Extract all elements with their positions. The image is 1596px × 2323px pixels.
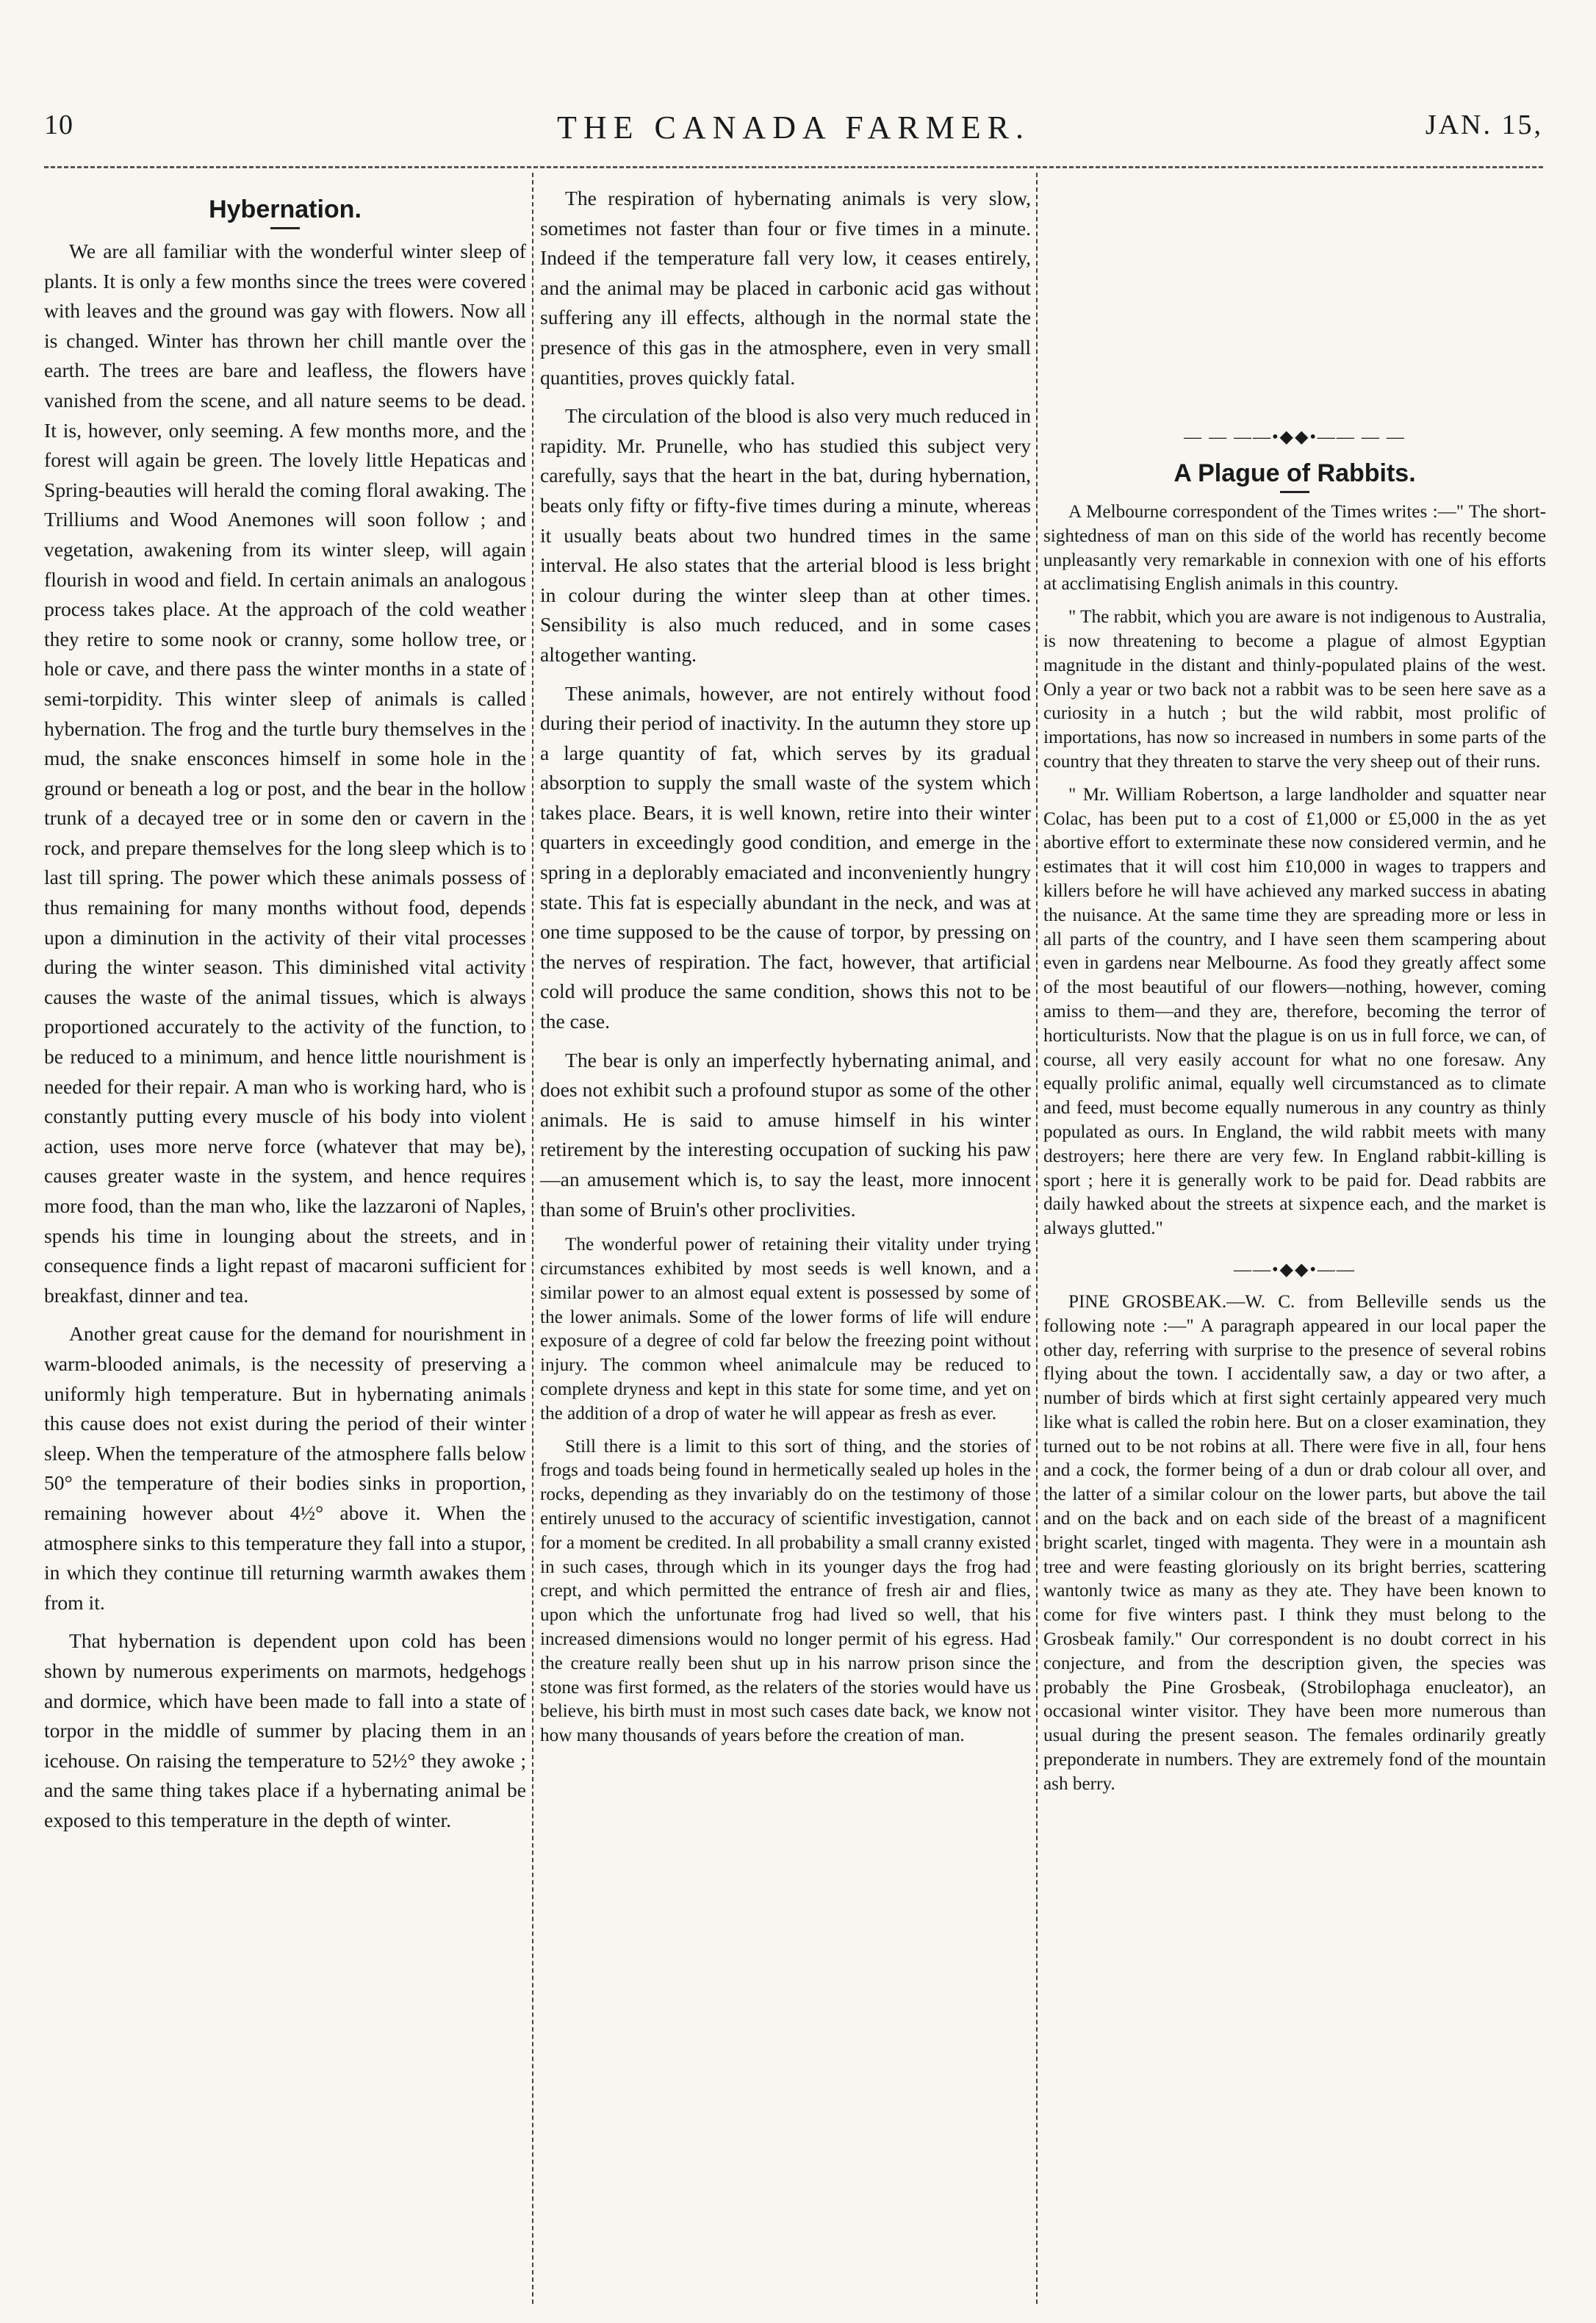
section-ornament: — — ——•◆◆•—— — — bbox=[1184, 428, 1406, 447]
article-paragraph: These animals, however, are not entirely without food during their period of inactivity. In the autumn they store up a large quantity of fat, which serves by its gradual absorption to supply the small waste of the system which takes place. Bears, it is well known, retire into their winter quarters in exceedingly good condition, and emerge in the spring in a deplorably emaciated and inconveniently hungry state. This fat is especially abundant in the neck, and was at one time supposed to be the cause of torpor, by pressing on the nerves of respiration. The fact, however, that artificial cold will produce the same condition, shows this not to be the case. bbox=[540, 681, 1031, 1033]
masthead bbox=[44, 109, 1543, 162]
article-title: Hybernation. bbox=[209, 195, 362, 223]
column-divider bbox=[532, 173, 533, 2304]
article-title: A Plague of Rabbits. bbox=[1173, 459, 1416, 487]
article-paragraph: PINE GROSBEAK.—W. C. from Belleville sends us the following note :—" A paragraph appeared in our local paper the other day, referring with surprise to the presence of several robins flying about the town. I accidentally saw, a day or two after, a number of birds which at first sight certainly appeared very much like what is called the robin here. But on a closer examination, they turned out to be not robins at all. There were five in all, four hens and a cock, the former being of a dun or drab colour all over, and the latter of a similar colour on the lower parts, but above the tail and on the back and on each side of the breast of a magnificent bright scarlet, tinged with magenta. They were in a mountain ash tree and were feasting gloriously on its bright berries, scattering wantonly twice as many as they ate. They have been known to come for five winters past. I think they must belong to the Grosbeak family." Our correspondent is no doubt correct in his conjecture, and from the description given, the species was probably the Pine Grosbeak, (Strobilophaga enucleator), an occasional winter visitor. They have been more numerous than usual during the present season. The females ordinarily greatly preponderate in numbers. They are extremely fond of the mountain ash berry. bbox=[1043, 1291, 1546, 1794]
title-rule bbox=[1280, 491, 1309, 493]
section-ornament: ——•◆◆•—— bbox=[1234, 1260, 1356, 1279]
article-paragraph: A Melbourne correspondent of the Times writes :—" The short-sightedness of man on this side of the world has recently become unpleasantly very remarkable in connexion with one of his efforts at acclimatising English animals in this country. bbox=[1043, 502, 1546, 595]
article-paragraph: That hybernation is dependent upon cold has been shown by numerous experiments on marmots, hedgehogs and dormice, which have been made to fall into a state of torpor in the middle of summer by placing them in an icehouse. On raising the temperature to 52½° they awoke ; and the same thing takes place if a hybernating animal be exposed to this temperature in the depth of winter. bbox=[44, 1629, 526, 1831]
article-paragraph: " Mr. William Robertson, a large landholder and squatter near Colac, has been put to a cost of £1,000 or £5,000 in the as yet abortive effort to exterminate these now considered vermin, and he estimates that it will cost him £10,000 in wages to trappers and killers before he will have achieved any marked success in abating the nuisance. At the same time they are spreading more or less in all parts of the country, and I have seen them scampering about even in gardens near Melbourne. As food they greatly affect some of the most beautiful of our flowers—nothing, however, coming amiss to them—and they are, therefore, becoming the terror of horticulturists. Now that the plague is on us in full force, we can, of course, all very easily account for what no one foresaw. Any equally prolific animal, equally well circumstanced as to climate and feed, must become equally numerous in any country as thinly populated as ours. In England, the wild rabbit meets with many destroyers; here there are very few. In England rabbit-killing is sport ; here it is generally work to be paid for. Dead rabbits are daily hawked about the streets at sixpence each, and the market is always glutted." bbox=[1043, 784, 1546, 1239]
header-rule bbox=[44, 166, 1543, 168]
article-paragraph: The respiration of hybernating animals is very slow, sometimes not faster than four or five times in a minute. Indeed if the temperature fall very low, it ceases entirely, and the animal may be placed in carbonic acid gas without suffering any ill effects, although in the normal state the presence of this gas in the atmosphere, even in very small quantities, proves quickly fatal. bbox=[540, 187, 1031, 389]
issue-date: JAN. 15, bbox=[1425, 109, 1543, 140]
article-paragraph: Another great cause for the demand for nourishment in warm-blooded animals, is the necessity of preserving a uniformly high temperature. But in hybernating animals this cause does not exist during the period of their winter sleep. When the temperature of the atmosphere falls below 50° the temperature of their bodies sinks in proportion, remaining however about 4½° above it. When the atmosphere sinks to this temperature they fall into a stupor, in which they continue till returning warmth awakes them from it. bbox=[44, 1322, 526, 1614]
page-number: 10 bbox=[44, 109, 73, 140]
column-divider bbox=[1036, 173, 1038, 2304]
title-rule bbox=[270, 227, 300, 229]
article-paragraph: The circulation of the blood is also very much reduced in rapidity. Mr. Prunelle, who has studied this subject very carefully, says that the heart in the bat, during hybernation, beats only fifty or fifty-five times during a minute, whereas it usually beats about two hundred times in the same interval. He also states that the arterial blood is less bright in colour during the winter sleep than at other times. Sensibility is also much reduced, and in some cases altogether wanting. bbox=[540, 404, 1031, 666]
article-paragraph: The wonderful power of retaining their vitality under trying circumstances exhibited by most seeds is well known, and a similar power to an almost equal extent is possessed by some of the lower animals. Some of the lower forms of life will endure exposure of a degree of cold far below the freezing point without injury. The common wheel animalcule may be reduced to complete dryness and kept in this state for some time, and yet on the addition of a drop of water he will appear as fresh as ever. bbox=[540, 1235, 1031, 1423]
article-paragraph: " The rabbit, which you are aware is not indigenous to Australia, is now threatening to become a plague of almost Egyptian magnitude in the distant and thinly-populated plains of the west. Only a year or two back not a rabbit was to be seen here save as a curiosity in a hutch ; but the wild rabbit, most prolific of importations, has now so increased in numbers in some parts of the country that they threaten to starve the very sheep out of their runs. bbox=[1043, 607, 1546, 772]
article-paragraph: Still there is a limit to this sort of thing, and the stories of frogs and toads being found in hermetically sealed up holes in the rocks, depending as they invariably do on the testimony of those entirely unused to the accuracy of scientific investigation, cannot for a moment be credited. In all probability a small cranny existed in such cases, through which in its younger days the frog had crept, and which permitted the entrance of fresh air and flies, upon which the unfortunate frog had lived so well, that his increased dimensions would no longer permit of his egress. Had the creature really been shut up in his narrow prison since the stone was first formed, as the relaters of the stories would have us believe, his birth must in most such cases date back, we know not how many thousands of years before the creation of man. bbox=[540, 1436, 1031, 1746]
article-paragraph: We are all familiar with the wonderful winter sleep of plants. It is only a few months since the trees were covered with leaves and the ground was gay with flowers. Now all is changed. Winter has thrown her chill mantle over the earth. The trees are bare and leafless, the flowers have vanished from the scene, and all nature seems to be dead. It is, however, only seeming. A few months more, and the forest will again be green. The lovely little Hepaticas and Spring-beauties will herald the coming floral awaking. The Trilliums and Wood Anemones will soon follow ; and vegetation, awakening from its winter sleep, will again flourish in wood and field. In certain animals an analogous process takes place. At the approach of the cold weather they retire to some nook or cranny, some hollow tree, or hole or cave, and there pass the winter months in a state of semi-torpidity. This winter sleep of animals is called hybernation. The frog and the turtle bury themselves in the mud, the snake ensconces himself in some hole in the ground or beneath a log or post, and the bear in the hollow trunk of a decayed tree or in some den or cavern in the rock, and prepare themselves for the long sleep which is to last till spring. The power which these animals possess of thus remaining for many months without food, depends upon a diminution in the activity of their vital processes during the winter season. This diminished vital activity causes the waste of the animal tissues, which is always proportioned accurately to the activity of the function, to be reduced to a minimum, and hence little nourishment is needed for their repair. A man who is working hard, who is constantly putting every muscle of his body into violent action, uses more nerve force (whatever that may be), causes greater waste in the system, and hence requires more food, than the man who, like the lazzaroni of Naples, spends his time in lounging about the streets, and in consequence finds a light repast of macaroni sufficient for breakfast, dinner and tea. bbox=[44, 240, 526, 1307]
column-1 bbox=[44, 184, 526, 2300]
newspaper-title: THE CANADA FARMER. bbox=[556, 109, 1030, 146]
column-2 bbox=[540, 184, 1031, 2300]
article-paragraph: The bear is only an imperfectly hybernating animal, and does not exhibit such a profound stupor as some of the other animals. He is said to amuse himself in his winter retirement by the interesting occupation of sucking his paw—an amusement which is, to say the least, more innocent than some of Bruin's other proclivities. bbox=[540, 1048, 1031, 1221]
column-3 bbox=[1043, 184, 1546, 2300]
